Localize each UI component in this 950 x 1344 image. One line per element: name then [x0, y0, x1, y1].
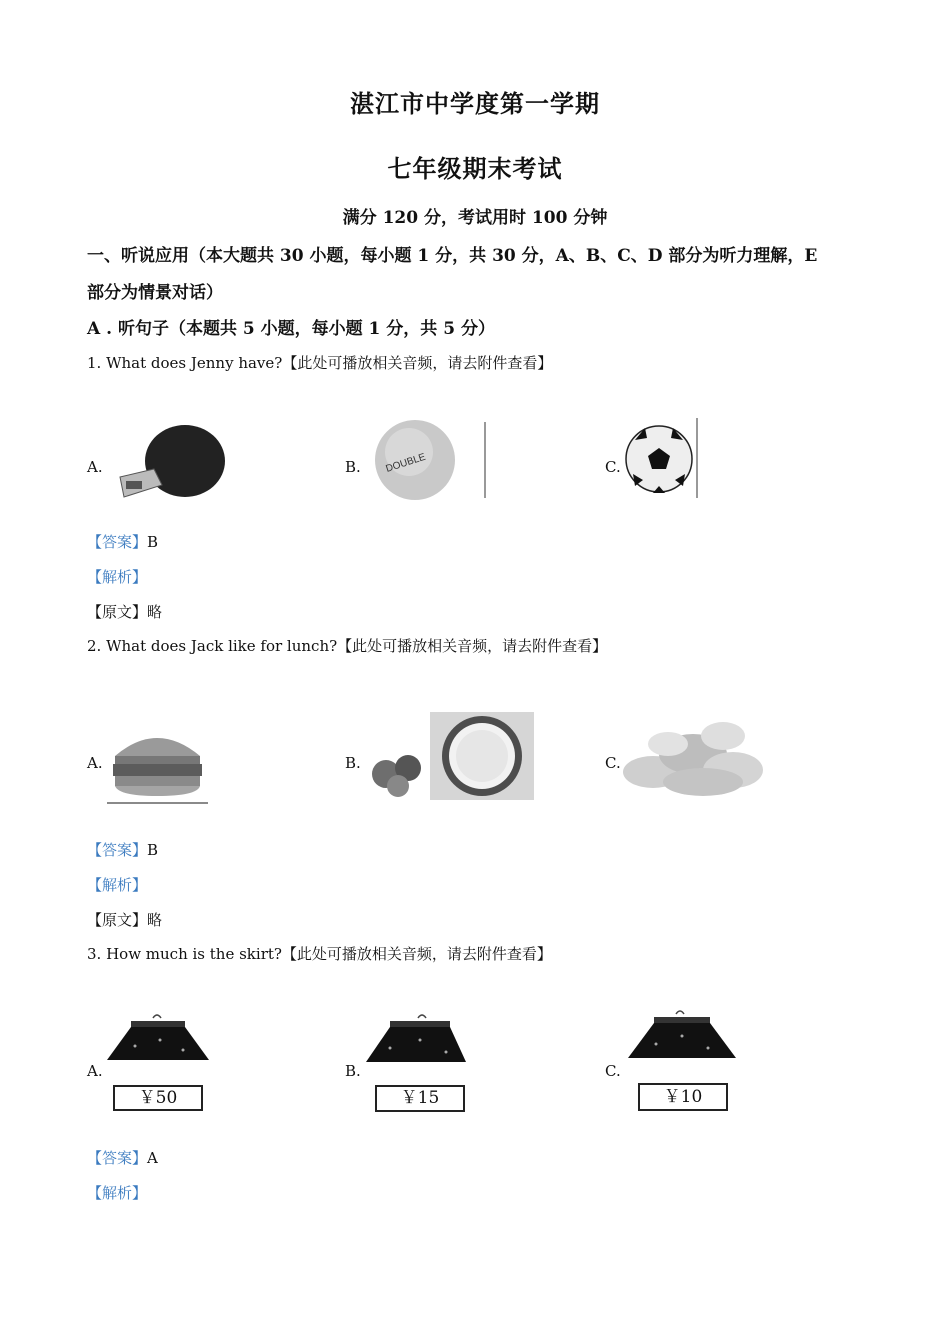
part-a-heading: A . 听句子（本题共 5 小题，每小题 1 分，共 5 分） [87, 319, 495, 339]
answer-tag: 【答案】 [87, 1149, 148, 1167]
question-1: 1. What does Jenny have?【此处可播放相关音频，请去附件查看】 [87, 354, 553, 372]
q2-option-b-label: B. [345, 754, 361, 772]
skirt-image-b [360, 1012, 470, 1072]
q3-option-b-label: B. [345, 1062, 361, 1080]
page-subtitle: 七年级期末考试 [387, 154, 563, 183]
answer-value: A [147, 1149, 158, 1167]
soccer-ball-image [625, 418, 700, 500]
question-2: 2. What does Jack like for lunch?【此处可播放相关音频，请去附件查看】 [87, 637, 608, 655]
q3-answer [87, 1147, 158, 1168]
q1-option-c-label: C. [605, 458, 621, 476]
ping-pong-paddle-image [110, 425, 225, 505]
exam-info: 满分 120 分，考试用时 100 分钟 [342, 208, 608, 228]
answer-tag: 【答案】 [87, 533, 148, 551]
price-tag-a: ￥50 [113, 1085, 203, 1111]
svg-text:DOUBLE: DOUBLE [384, 451, 428, 475]
section-heading-cont: 部分为情景对话） [87, 283, 223, 303]
q2-answer [87, 839, 158, 860]
q1-answer [87, 531, 158, 552]
q1-original [87, 601, 162, 622]
original-text: 略 [147, 911, 163, 929]
q2-original [87, 909, 162, 930]
potato-chips-image [623, 714, 765, 800]
q3-option-c-label: C. [605, 1062, 621, 1080]
original-tag: 【原文】 [87, 911, 148, 929]
ping-pong-ball-image [365, 420, 490, 500]
hamburger-image [105, 722, 210, 806]
q1-analysis: 【解析】 [87, 568, 148, 586]
answer-tag: 【答案】 [87, 841, 148, 859]
answer-value: B [147, 841, 159, 859]
skirt-image-c [624, 1008, 739, 1068]
q3-option-a-label: A. [87, 1062, 103, 1080]
price-tag-c: ￥10 [638, 1083, 728, 1111]
q1-option-a-label: A. [87, 458, 103, 476]
page-title: 湛江市中学度第一学期 [350, 89, 600, 118]
skirt-image-a [105, 1012, 215, 1072]
price-tag-b: ￥15 [375, 1085, 465, 1112]
q2-option-c-label: C. [605, 754, 621, 772]
section-heading: 一、听说应用（本大题共 30 小题，每小题 1 分，共 30 分，A、B、C、D 部分为听力理解，E [87, 246, 818, 266]
q1-option-b-label: B. [345, 458, 361, 476]
answer-value: B [147, 533, 159, 551]
original-tag: 【原文】 [87, 603, 148, 621]
original-text: 略 [147, 603, 163, 621]
q2-analysis: 【解析】 [87, 876, 148, 894]
q3-analysis: 【解析】 [87, 1184, 148, 1202]
question-3: 3. How much is the skirt?【此处可播放相关音频，请去附件查看】 [87, 945, 552, 963]
rice-and-tomatoes-image [368, 710, 536, 802]
q2-option-a-label: A. [87, 754, 103, 772]
